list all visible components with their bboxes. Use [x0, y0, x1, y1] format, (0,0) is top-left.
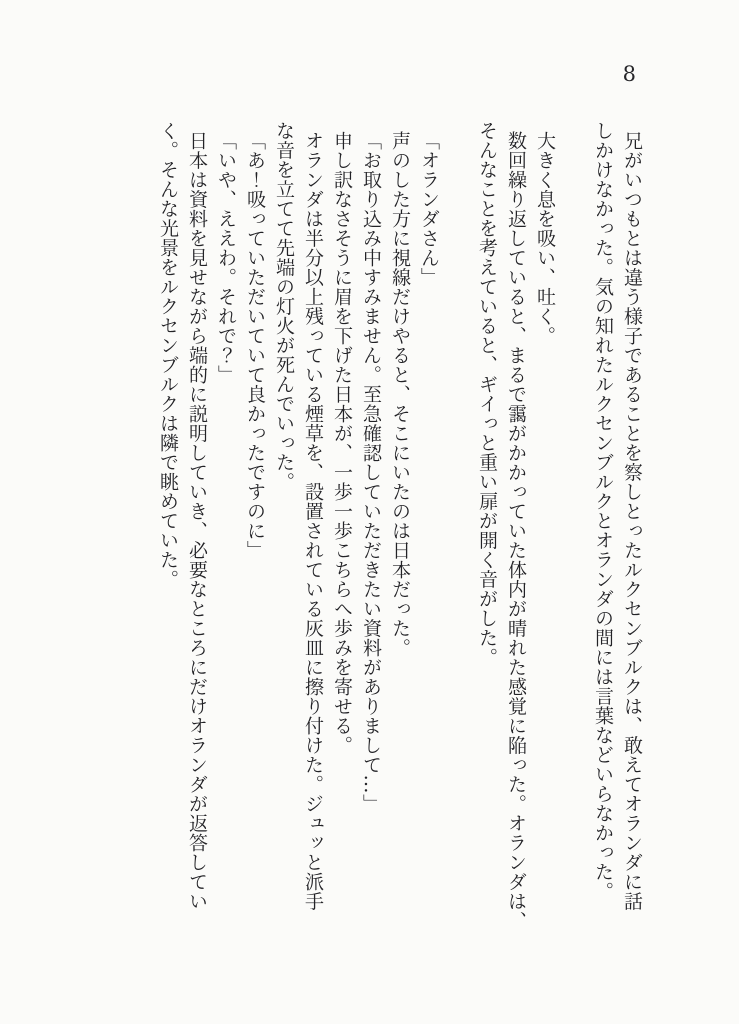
- text-line: 「あ！吸っていただいていて良かったですのに」: [244, 131, 266, 561]
- text-line: 大きく息を吸い、吐く。: [534, 131, 556, 346]
- paragraph: [211, 121, 240, 983]
- text-line: 申し訳なさそうに眉を下げた日本が、一歩一歩こちらへ歩みを寄せる。: [331, 131, 353, 756]
- text-line: く。そんな光景をルクセンブルクは隣で眺めていた。: [157, 121, 179, 589]
- paragraph: [327, 121, 356, 983]
- paragraph: [269, 121, 327, 983]
- text-line: 「オランダさん」: [418, 131, 440, 288]
- text-line: しかけなかった。気の知れたルクセンブルクとオランダの間には言葉などいらなかった。: [592, 121, 614, 901]
- text-line: 数回繰り返していると、まるで靄がかかっていた体内が晴れた感覚に陥った。オランダは、: [505, 131, 527, 931]
- paragraph: [240, 121, 269, 983]
- text-line: 日本は資料を見せながら端的に説明していき、必要なところにだけオランダが返答してい: [186, 131, 208, 912]
- paragraph: [588, 121, 646, 983]
- text-line: 声のした方に視線だけやると、そこにいたのは日本だった。: [389, 131, 411, 658]
- paragraph: [472, 121, 530, 983]
- paragraph: [153, 121, 211, 983]
- page-number: 8: [622, 62, 636, 86]
- text-line: そんなことを考えていると、ギイっと重い扉が開く音がした。: [476, 121, 498, 667]
- text-line: 兄がいつもとは違う様子であることを察しとったルクセンブルクは、敢えてオランダに話: [621, 131, 643, 912]
- text-line: な音を立てて先端の灯火が死んでいった。: [273, 121, 295, 492]
- paragraph: [356, 121, 385, 983]
- text-line: 「いや、ええわ。それで？」: [215, 131, 237, 385]
- text-body: [153, 121, 646, 983]
- text-line: オランダは半分以上残っている煙草を、設置されている灰皿に擦り付けた。ジュッと派手: [302, 131, 324, 912]
- text-line: 「お取り込み中すみません。至急確認していただきたい資料がありまして…」: [360, 131, 382, 814]
- paragraph: [530, 121, 559, 983]
- paragraph: [414, 121, 443, 983]
- paragraph: [385, 121, 414, 983]
